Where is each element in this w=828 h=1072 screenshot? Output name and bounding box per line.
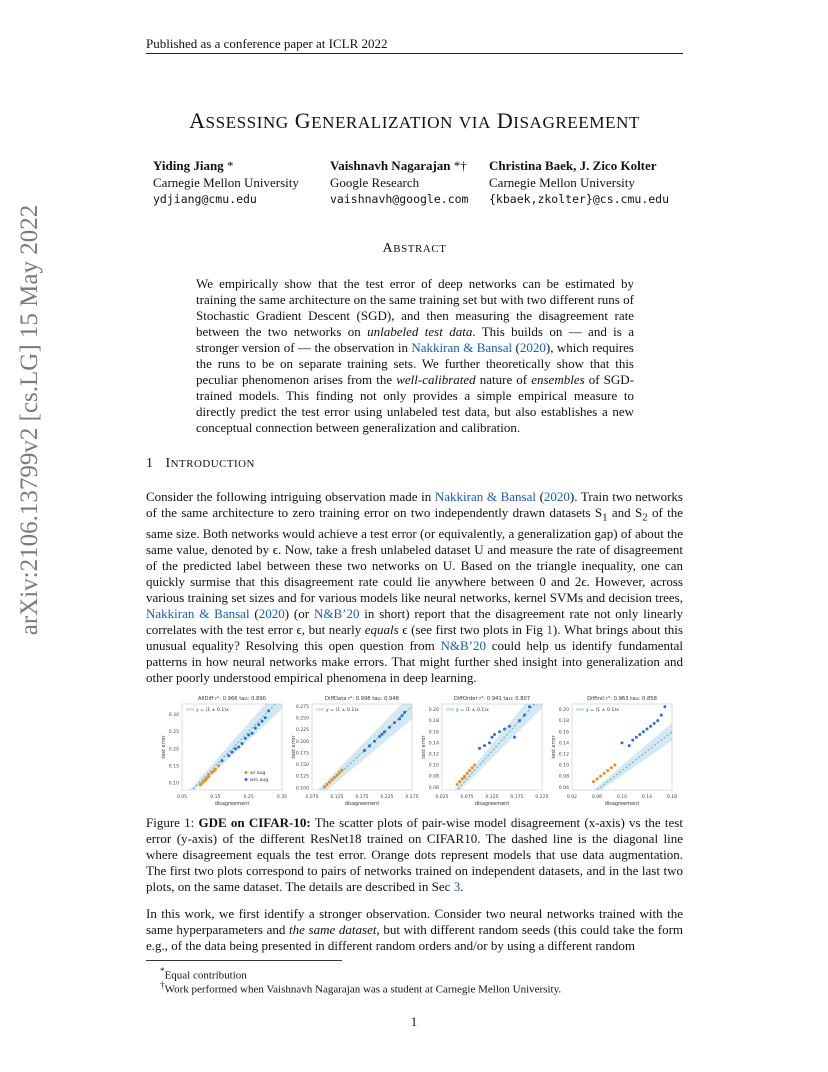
y-tick-label: 0.12 bbox=[428, 752, 439, 758]
author-affiliation: Google Research bbox=[330, 175, 420, 190]
author-email: {kbaek,zkolter}@cs.cmu.edu bbox=[489, 192, 670, 206]
legend-entry: w/ aug bbox=[250, 771, 266, 776]
chart-title: DiffInit r²: 0.963 tau: 0.858 bbox=[587, 696, 657, 702]
header-rule bbox=[146, 53, 683, 54]
x-tick-label: 0.06 bbox=[591, 795, 603, 800]
author-name: Vaishnavh Nagarajan bbox=[330, 158, 451, 173]
y-tick-label: 0.18 bbox=[428, 719, 439, 725]
data-point bbox=[403, 711, 406, 714]
abstract-text bbox=[196, 276, 634, 436]
citation-year-link[interactable]: 2020 bbox=[543, 489, 570, 504]
legend-line-label: y = (1 ± 0.1)x bbox=[196, 708, 229, 713]
running-header: Published as a conference paper at ICLR 2022 bbox=[146, 36, 388, 51]
chart-title: DiffData r²: 0.998 tau: 0.948 bbox=[325, 696, 399, 702]
abstract-head-cap: A bbox=[382, 241, 394, 256]
data-point bbox=[267, 709, 270, 712]
data-point bbox=[231, 751, 234, 754]
scatter-panel-4 bbox=[551, 696, 677, 810]
data-point bbox=[264, 716, 267, 719]
legend-marker bbox=[245, 778, 248, 781]
x-tick-label: 0.05 bbox=[176, 795, 188, 800]
data-point bbox=[363, 749, 366, 752]
data-point bbox=[628, 744, 631, 747]
scatter-panel-1 bbox=[161, 690, 287, 807]
x-tick-label: 0.14 bbox=[641, 795, 653, 800]
data-point bbox=[388, 726, 391, 729]
figure-1-scatter-plots bbox=[160, 690, 680, 810]
data-point bbox=[227, 754, 230, 757]
text-run: ) (or bbox=[284, 605, 314, 621]
data-point bbox=[257, 723, 260, 726]
y-tick-label: 0.125 bbox=[295, 774, 309, 780]
author-name: Christina Baek, J. Zico Kolter bbox=[489, 158, 657, 173]
legend-line-label: y = (1 ± 0.1)x bbox=[326, 708, 359, 713]
y-tick-label: 0.12 bbox=[558, 752, 569, 758]
data-point bbox=[471, 766, 474, 769]
data-point bbox=[368, 744, 371, 747]
data-point bbox=[207, 773, 210, 776]
data-point bbox=[473, 764, 476, 767]
data-point bbox=[336, 774, 339, 777]
title-rest-4: ISAGREEMENT bbox=[513, 113, 640, 132]
y-tick-label: 0.175 bbox=[295, 751, 309, 757]
y-tick-label: 0.25 bbox=[168, 730, 179, 736]
author-email: vaishnavh@google.com bbox=[330, 192, 469, 206]
data-point bbox=[491, 736, 494, 739]
section-cap: I bbox=[165, 456, 171, 471]
data-point bbox=[610, 766, 613, 769]
y-tick-label: 0.08 bbox=[558, 774, 569, 780]
subscript: 1 bbox=[602, 511, 608, 524]
x-tick-label: 0.10 bbox=[616, 795, 628, 800]
data-point bbox=[498, 730, 501, 733]
text-run: ( bbox=[249, 605, 259, 621]
text-run: of SGD-trained models. This finding not only provides a simple empirical measure to directly predict the test error using unlabeled test data, but also establishes a new conceptual connection between generalization and calibration. bbox=[196, 372, 634, 435]
citation-short-link[interactable]: N&B’20 bbox=[313, 605, 360, 621]
data-point bbox=[247, 733, 250, 736]
citation-short-link[interactable]: N&B’20 bbox=[440, 637, 486, 653]
data-point bbox=[528, 705, 531, 708]
y-tick-label: 0.20 bbox=[168, 747, 179, 753]
chart-title: AllDiff r²: 0.966 tau: 0.890 bbox=[198, 696, 266, 702]
text-run: ). Train two networks of the same architecture to zero training error on two independently drawn datasets S bbox=[146, 489, 683, 520]
y-axis-label: test error bbox=[421, 735, 427, 759]
data-point bbox=[656, 719, 659, 722]
author-affiliation: Carnegie Mellon University bbox=[489, 175, 635, 190]
plot-area bbox=[182, 690, 282, 802]
italic-run: unlabeled test data bbox=[367, 324, 473, 339]
section-number: 1 bbox=[146, 456, 154, 471]
text-run: could help us identify fundamental patterns in how neural networks make errors. That might further shed insight into generalization and other poorly understood empirical phenomena in deep learning. bbox=[146, 637, 683, 685]
text-run: ( bbox=[512, 340, 520, 355]
data-point bbox=[214, 768, 217, 771]
data-point bbox=[642, 730, 645, 733]
abstract-head-rest: BSTRACT bbox=[393, 243, 447, 255]
text-run: nature of bbox=[475, 372, 532, 387]
data-point bbox=[237, 746, 240, 749]
x-tick-label: 0.225 bbox=[535, 795, 549, 800]
caption-label: Figure 1: bbox=[146, 815, 199, 830]
data-point bbox=[621, 741, 624, 744]
data-point bbox=[596, 777, 599, 780]
legend-swatch bbox=[446, 708, 454, 711]
data-point bbox=[468, 769, 471, 772]
y-tick-label: 0.200 bbox=[295, 739, 309, 745]
figure-caption bbox=[146, 815, 683, 895]
data-point bbox=[458, 780, 461, 783]
y-tick-label: 0.14 bbox=[428, 741, 439, 747]
y-tick-label: 0.08 bbox=[428, 774, 439, 780]
data-point bbox=[603, 772, 606, 775]
text-run: . bbox=[460, 879, 464, 894]
data-point bbox=[466, 772, 469, 775]
y-tick-label: 0.16 bbox=[428, 730, 439, 736]
x-axis-label: disagreement bbox=[604, 801, 640, 807]
arxiv-stamp bbox=[8, 160, 52, 680]
data-point bbox=[513, 736, 516, 739]
footnote-mark: * bbox=[160, 966, 165, 976]
data-point bbox=[328, 781, 331, 784]
y-tick-label: 0.14 bbox=[558, 741, 569, 747]
data-point bbox=[393, 721, 396, 724]
data-point bbox=[378, 735, 381, 738]
x-tick-label: 0.02 bbox=[566, 795, 578, 800]
data-point bbox=[599, 775, 602, 778]
data-point bbox=[456, 783, 459, 786]
author-mark: * bbox=[223, 158, 234, 173]
x-tick-label: 0.225 bbox=[380, 795, 394, 800]
y-axis-label: test error bbox=[291, 735, 297, 759]
data-point bbox=[488, 741, 491, 744]
author-block-1 bbox=[153, 157, 299, 208]
author-affiliation: Carnegie Mellon University bbox=[153, 175, 299, 190]
data-point bbox=[592, 780, 595, 783]
text-run: The scatter plots of pair-wise model disagreement (x-axis) vs the test error (y-axis) of the different ResNet18 trained on CIFAR10. The dashed line is the diagonal line where disagreement equals the test error. Orange dots represent models that use data augmentation. The first two plots correspond to pairs of networks trained on independent datasets, and in the last two plots, on the same dataset. The details are described in Sec bbox=[146, 815, 683, 894]
legend-swatch bbox=[186, 708, 194, 711]
data-point bbox=[493, 733, 496, 736]
text-run: and S bbox=[607, 505, 643, 520]
data-point bbox=[646, 727, 649, 730]
section-heading bbox=[146, 456, 255, 472]
x-axis-label: disagreement bbox=[344, 801, 380, 807]
title-cap-1: A bbox=[189, 108, 206, 133]
author-email: ydjiang@cmu.edu bbox=[153, 192, 257, 206]
text-run: ( bbox=[535, 489, 544, 504]
footnote-text: Equal contribution bbox=[164, 969, 247, 982]
data-point bbox=[326, 783, 329, 786]
author-mark: *† bbox=[450, 158, 467, 173]
scatter-panel-3 bbox=[421, 690, 549, 808]
scatter-panel-2 bbox=[291, 694, 419, 807]
x-tick-label: 0.275 bbox=[405, 795, 419, 800]
second-paragraph bbox=[146, 906, 683, 954]
text-run: ϵ (see first two plots in Fig bbox=[398, 621, 547, 637]
text-run: . This builds on — and is a stronger version of — the observation in bbox=[196, 324, 634, 355]
data-point bbox=[613, 764, 616, 767]
y-tick-label: 0.150 bbox=[295, 763, 309, 769]
data-point bbox=[217, 764, 220, 767]
data-point bbox=[323, 785, 326, 788]
text-run: In this work, we first identify a stronger observation. Consider two neural networks trained with the same hyperparameters and bbox=[146, 906, 683, 937]
data-point bbox=[254, 727, 257, 730]
data-point bbox=[660, 714, 663, 717]
data-point bbox=[463, 776, 466, 779]
data-point bbox=[341, 769, 344, 772]
y-tick-label: 0.100 bbox=[295, 786, 309, 792]
text-run: ), which requires the runs to be on separate training sets. We further theoretically show that this peculiar phenomenon arises from the bbox=[196, 340, 634, 387]
legend-swatch bbox=[316, 708, 324, 711]
legend-line-label: y = (1 ± 0.1)x bbox=[456, 708, 489, 713]
citation-link[interactable]: Nakkiran & Bansal bbox=[434, 489, 536, 504]
x-tick-label: 0.075 bbox=[460, 795, 474, 800]
chart-title: DiffOrder r²: 0.941 tau: 0.807 bbox=[453, 696, 531, 702]
y-tick-label: 0.20 bbox=[428, 708, 439, 714]
data-point bbox=[401, 714, 404, 717]
data-point bbox=[483, 744, 486, 747]
y-tick-label: 0.30 bbox=[168, 712, 179, 718]
title-rest-2: ENERALIZATION bbox=[311, 113, 453, 132]
x-tick-label: 0.35 bbox=[276, 795, 288, 800]
data-point bbox=[373, 740, 376, 743]
x-tick-label: 0.25 bbox=[243, 795, 254, 800]
legend-entry: w/o aug bbox=[250, 778, 269, 783]
y-tick-label: 0.10 bbox=[168, 781, 179, 787]
author-block-2 bbox=[330, 157, 468, 208]
title-word-3: VIA bbox=[458, 113, 491, 132]
y-axis-label: test error bbox=[551, 735, 557, 759]
y-axis-label: test error bbox=[161, 735, 167, 759]
paper-title bbox=[146, 108, 683, 134]
legend-marker bbox=[245, 771, 248, 774]
italic-run: the same dataset bbox=[289, 922, 377, 937]
data-point bbox=[383, 730, 386, 733]
data-point bbox=[638, 733, 641, 736]
x-tick-label: 0.125 bbox=[485, 795, 499, 800]
intro-paragraph bbox=[146, 489, 683, 686]
x-axis-label: disagreement bbox=[214, 801, 250, 807]
footnote-mark: † bbox=[160, 980, 165, 990]
abstract-heading bbox=[146, 241, 683, 257]
data-point bbox=[241, 742, 244, 745]
x-tick-label: 0.075 bbox=[305, 795, 319, 800]
legend-swatch bbox=[576, 708, 584, 711]
data-point bbox=[244, 737, 247, 740]
y-tick-label: 0.250 bbox=[295, 716, 309, 722]
data-point bbox=[631, 739, 634, 742]
x-tick-label: 0.15 bbox=[210, 795, 221, 800]
footnote-2 bbox=[160, 978, 561, 997]
legend-line-label: y = (1 ± 0.1)x bbox=[586, 708, 619, 713]
subscript: 2 bbox=[642, 511, 648, 524]
figure-ref-link[interactable]: 1 bbox=[546, 621, 553, 637]
y-tick-label: 0.275 bbox=[295, 704, 309, 710]
data-point bbox=[663, 705, 666, 708]
italic-run: equals bbox=[364, 621, 399, 637]
y-tick-label: 0.10 bbox=[428, 763, 439, 769]
data-point bbox=[333, 776, 336, 779]
x-tick-label: 0.175 bbox=[355, 795, 369, 800]
data-point bbox=[635, 736, 638, 739]
data-point bbox=[518, 719, 521, 722]
data-point bbox=[478, 747, 481, 750]
citation-link[interactable]: Nakkiran & Bansal bbox=[411, 340, 513, 355]
data-point bbox=[653, 722, 656, 725]
data-point bbox=[461, 777, 464, 780]
footnote-text: Work performed when Vaishnavh Nagarajan was a student at Carnegie Mellon University. bbox=[164, 983, 562, 996]
data-point bbox=[338, 771, 341, 774]
page-number: 1 bbox=[410, 1014, 418, 1029]
title-cap-4: D bbox=[496, 108, 514, 133]
citation-year-link[interactable]: 2020 bbox=[519, 340, 546, 355]
data-point bbox=[649, 725, 652, 728]
text-run: ). What brings about this unusual equality? Resolving this open question from bbox=[146, 621, 683, 653]
data-point bbox=[261, 720, 264, 723]
caption-bold: GDE on CIFAR-10: bbox=[198, 815, 311, 830]
x-axis-label: disagreement bbox=[474, 801, 510, 807]
data-point bbox=[204, 779, 207, 782]
italic-run: well-calibrated bbox=[396, 372, 476, 387]
data-point bbox=[251, 732, 254, 735]
text-run: , but with different random seeds (this could take the form e.g., of the data being presented in different random orders and/or by using a different random bbox=[146, 922, 684, 953]
citation-link[interactable]: Nakkiran & Bansal bbox=[146, 605, 250, 621]
section-ref-link[interactable]: 3 bbox=[453, 879, 461, 894]
title-cap-2: G bbox=[294, 108, 312, 133]
section-rest: NTRODUCTION bbox=[170, 458, 255, 470]
x-tick-label: 0.125 bbox=[330, 795, 344, 800]
y-tick-label: 0.20 bbox=[558, 708, 569, 714]
data-point bbox=[508, 725, 511, 728]
footnote-rule bbox=[146, 960, 342, 961]
text-run: of the same size. Both networks would achieve a test error (or equivalently, a generalization gap) of about the same value, denoted by ϵ. Now, take a fresh unlabeled dataset U and measure the rate of disagreement of the predicted label between these two networks on U. Based on the triangle inequality, one can quickly surmise that this disagreement rate could lie anywhere between 0 and 2ϵ. However, across various training set sizes and for various models like neural networks, kernel SVMs and decision trees, bbox=[146, 505, 684, 605]
data-point bbox=[503, 727, 506, 730]
y-tick-label: 0.06 bbox=[428, 785, 439, 791]
y-tick-label: 0.15 bbox=[168, 764, 179, 770]
x-tick-label: 0.025 bbox=[435, 795, 449, 800]
x-tick-label: 0.175 bbox=[510, 795, 524, 800]
data-point bbox=[234, 747, 237, 750]
author-name: Yiding Jiang bbox=[153, 158, 224, 173]
italic-run: ensembles bbox=[531, 372, 585, 387]
y-tick-label: 0.225 bbox=[295, 728, 309, 734]
author-block-3 bbox=[489, 157, 669, 208]
y-tick-label: 0.10 bbox=[558, 763, 569, 769]
data-point bbox=[523, 714, 526, 717]
data-point bbox=[606, 769, 609, 772]
arxiv-id: arXiv:2106.13799v2 [cs.LG] 15 May 2022 bbox=[16, 204, 43, 636]
y-tick-label: 0.16 bbox=[558, 730, 569, 736]
text-run: Consider the following intriguing observation made in bbox=[146, 489, 435, 504]
x-tick-label: 0.18 bbox=[666, 795, 678, 800]
text-run: in short) report that the disagreement rate not only linearly correlates with the test error ϵ, but nearly bbox=[146, 605, 683, 637]
data-point bbox=[398, 717, 401, 720]
citation-year-link[interactable]: 2020 bbox=[258, 605, 285, 621]
data-point bbox=[221, 759, 224, 762]
y-tick-label: 0.18 bbox=[558, 719, 569, 725]
text-run: We empirically show that the test error of deep networks can be estimated by training the same architecture on the same training set but with two different runs of Stochastic Gradient Descent (SGD), and then measuring the disagreement rate between the two networks on bbox=[196, 276, 634, 339]
data-point bbox=[331, 778, 334, 781]
title-rest-1: SSESSING bbox=[205, 113, 289, 132]
y-tick-label: 0.06 bbox=[558, 785, 569, 791]
data-point bbox=[381, 733, 384, 736]
